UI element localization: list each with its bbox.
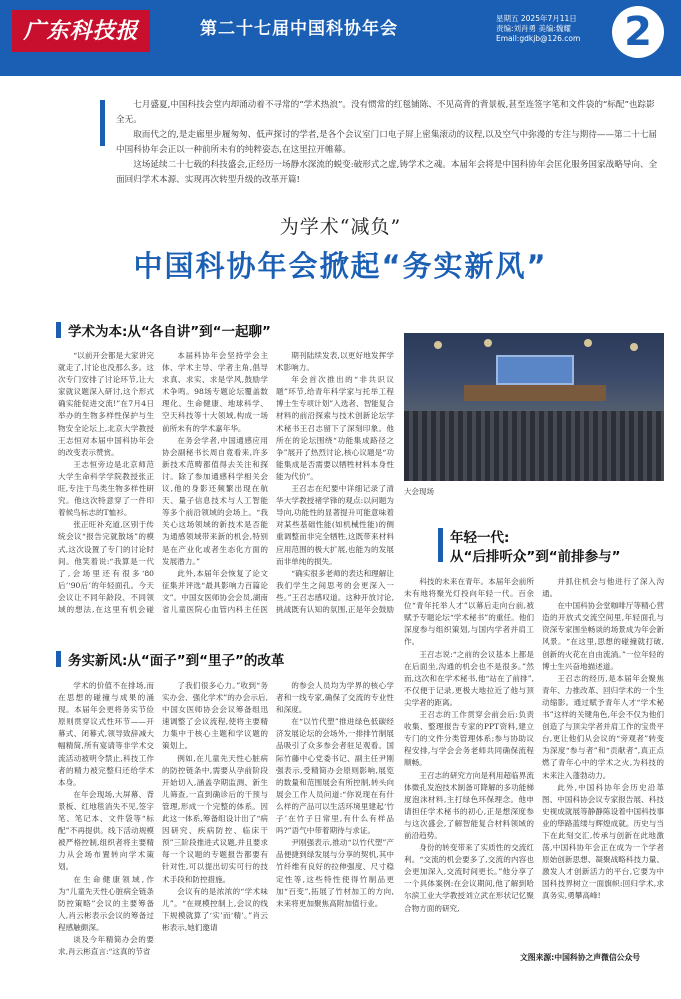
section-accent-bar (56, 651, 61, 667)
ceiling-light (484, 339, 492, 347)
article-column (276, 680, 394, 980)
paragraph: 谈及今年精简办会的要求,肖云彬直言:“这真的节省 (58, 934, 154, 957)
audience (404, 411, 664, 481)
section-heading-youth-line2: 从“后排听众”到“前排参与” (450, 549, 621, 565)
article-kicker: 为学术“减负” (279, 216, 402, 238)
ceiling-light (584, 339, 592, 347)
source-credit: 文图来源:中国科协之声微信公众号 (520, 953, 641, 962)
paragraph: 尹刚强表示,推动“以竹代塑”产品便捷到绿发展与分享的契机,其中竹纤维有良好的拉伸强度、尺寸稳定性等,这些特性使得竹制品更加“百变”,拓展了竹材加工的方向,未来将更加聚焦高附加值行业。 (276, 838, 394, 908)
paragraph: 在“以竹代塑”推进绿色低碳经济发展论坛的会场外,一排排竹制展品吸引了众多参会者驻足观看。国际竹藤中心党委书记、副主任尹刚强表示,受精简办会原则影响,展览的数量和范围展会有所控制,转头向展会工作人员问道:“你说现在有什么样的产品可以生活环境里建起‘竹子’在竹子日常里,有什么有样品吗?”语气中带着期待与求证。 (276, 717, 394, 836)
article-headline: 中国科协年会掀起“务实新风” (133, 249, 548, 283)
lede-paragraph: 七月盛夏,中国科技会堂内却涌动着不寻常的“学术热浪”。没有惯常的红毯铺陈、不见高背的背景板,甚至连签字笔和文件袋的“标配”也踪影全无。 (116, 100, 655, 125)
section-heading-academic: 学术为本:从“各自讲”到“一起聊” (68, 324, 271, 340)
article-column (276, 350, 394, 616)
stage-screen (496, 355, 574, 385)
paragraph: 例如,在儿童先天性心脏病的防控链条中,需要从孕前阶段开始切入,涵盖孕期监测、新生儿筛查,一直到确诊后的干预与管理,形成一个完整的体系。因此这一体系,筹备组设计出了“病因研究、疾病防控、临床干预”三阶段推进式议题,并且要求每一个议题的专题报告都要有针对性,可以提出切实可行的技术手段和防控措施。 (162, 753, 268, 884)
article-column (542, 576, 664, 944)
section-heading-youth-line1: 年轻一代: (450, 530, 510, 546)
ceiling-light (434, 341, 442, 349)
paragraph: 本届科协年会坚持学会主体、学术主导、学者主角,倡导求真、求实、求是学风,鼓励学术争鸣。98场专题论坛覆盖数理化、生命健康、地球科学、空天科技等十大领域,构成一场前所未有的学术嘉年华。 (162, 351, 268, 433)
paragraph: 在生命健康领域,作为“儿童先天性心脏病全链条防控策略”会议的主要筹备人,肖云彬表示会议的筹备过程感触颇深。 (58, 874, 154, 932)
paragraph: 期刊陆续发表,以更好地发挥学术影响力。 (276, 351, 394, 373)
paragraph: 身份的转变带来了实质性的交流红利。“交流的机会要多了,交流的内容也会更加深入,交流时间更长。”他分享了一个具体案例:在会议期间,他了解到哈尔滨工业大学教授刘立武在形状记忆聚合物方面的研究, (404, 843, 534, 913)
paragraph: 此外,本届年会恢复了论文征集并评选“最具影响力百篇论文”。中国女医师协会会员,湖南省儿童医院心血管内科主任医 (162, 568, 268, 614)
article-column (162, 350, 268, 616)
paragraph: 科技的未来在青年。本届年会前所未有地将聚光灯投向年轻一代。百余位“青年托举人才”以幕后走向台前,被赋予专题论坛“学术秘书”的重任。他们深度参与组织策划,与国内学者并肩工作。 (404, 577, 534, 647)
paragraph: 在年会现场,大屏幕、背景板、红地毯消失不见,签字笔、笔记本、文件袋等“标配”不再提供。线下活动规模被严格控制,组织者将主要精力从会场布置转向学术策划。 (58, 789, 154, 872)
article-column (404, 576, 534, 952)
paragraph: 并抓住机会与他进行了深入沟通。 (542, 577, 664, 599)
paragraph: 王召志的研究方向是利用超临界流体微孔发泡技术制备可降解的多功能梯度泡沫材料,主打绿色环保理念。他申请担任学术秘书的初心,正是想深度参与这次盛会,了解智能复合材料领域的前沿趋势。 (404, 770, 534, 840)
photo-caption: 大会现场 (404, 487, 434, 496)
paragraph: 此外,中国科协年会历史沿革图、中国科协会议专家报告展、科技史视成就展等静静陈设着中国科技事业的筚路蓝缕与辉煌成就。历史与当下在此刻交汇,传承与创新在此地激荡,中国科协年会正在成为一个学者原始创新思想、凝聚战略科技力量、激发人才创新活力的平台,它要为中国科技界树立一面旗帜:回归学术,求真务实,勇攀高峰! (542, 782, 664, 901)
page-header (0, 0, 681, 76)
paragraph: 在务会学者,中国通感应用协会副秘书长周自竟看来,许多新技术范畴都值得去关注和探讨。除了参加通感科学相关会议,他的身影还频繁出现在航天、量子信息技术与人工智能等多个前沿领域的会场上。“我关心这场领域的新技术是否能为通感领域带来新的机会,特别是在产业化或者生态化方面的发展潜力。” (162, 435, 268, 566)
article-column (58, 680, 154, 980)
paragraph: 学术的价值不在排场,而在思想的碰撞与成果的涌现。本届年会更将务实节俭原则贯穿议式性环节——开幕式、闭幕式,领导致辞减大幅精简,所有宴请等非学术交流活动被明令禁止,科技工作者的精力被完整归还给学术本身。 (58, 681, 154, 787)
lede-paragraph: 取而代之的,是走廊里步履匆匆、低声探讨的学者,是各个会议室门口电子屏上密集滚动的议程,以及空气中弥漫的专注与期待——第二十七届中国科协年会正以一种前所未有的纯粹姿态,在这里拉开帷幕。 (116, 130, 658, 155)
paragraph: 王召志说:“之前的会议基本上都是在后面坐,沟通的机会也不是很多。”然而,这次和在学术秘书,他“站在了前排”,不仅便于记录,更极大地拉近了他与顶尖学者的距离。 (404, 649, 534, 707)
lede-paragraph: 这场延续二十七载的科技盛会,正经历一场静水深流的蜕变:破形式之虚,铸学术之魂。本届年会将是中国科协年会匡化服务国家战略导向、全面回归学术本源、实现再次转型升级的改革开篇! (116, 160, 658, 185)
conference-photo (404, 333, 664, 481)
issue-editors: 责编:刘肖勇 美编:魏耀 (496, 24, 571, 33)
issue-email: Email:gdkjb@126.com (496, 34, 581, 43)
paragraph: 王召志在纪要中详细记录了清华大学教授褚学锋的观点:以问题为导向,功能性的显著提升可能意味着对某些基础性能(如机械性能)的侧重调整而非完全牺牲,这既带来材料应用范围的极大扩展,也能为的发展而非单纯的损失。 (276, 484, 394, 566)
paragraph: 王召志的工作贯穿会前会后:负责收集、整理报告专家的PPT资料,建立专门的文件分类管理体系;参与协助议程安排,与学会会务老师共同确保流程顺畅。 (404, 710, 534, 768)
paragraph: 在中国科协会堂咖啡厅等精心营造的开放式交流空间里,年轻面孔与资深专家围坐畅谈的场景成为年会新风景。“在这里,思想的碰撞就打破,创新的火花在自由流淌。”一位年轻的博士生兴奋地描述道。 (542, 601, 664, 671)
paragraph: 王志恒旁边是北京师范大学生命科学学院教授张正旺,专注于鸟类生物多样性研究。他这次特意穿了一件印着候鸟标志的T恤衫。 (58, 459, 154, 518)
paragraph: 王召志的经历,是本届年会聚焦青年、力推改革、回归学术的一个生动缩影。通过赋予青年人才“学术秘书”这样的关键角色,年会不仅为他们创造了与顶尖学者并肩工作的宝贵平台,更让他们从会议的“旁观者”转变为深度“参与者”和“贡献者”,真正点燃了青年心中的学术之火,为科技的未来注入蓬勃动力。 (542, 673, 664, 780)
page-section-title: 第二十七届中国科协年会 (200, 19, 398, 39)
section-accent-bar (56, 322, 61, 338)
paragraph: “以前开会都是大家讲完就走了,讨论也没那么多。这次专门安排了讨论环节,让大家就议题深入研讨,这个形式确实能促进交流!”在7月4日举办的生物多样性保护与生物安全论坛上,北京大学教授王志恒对本届中国科协年会的改变表示赞赏。 (58, 351, 154, 457)
article-column (162, 680, 268, 980)
paragraph: 了我们很多心力。”收到“务实办会、强化学术”的办会示后,中国女医师协会会议筹备组迅速调整了会议流程,使将主要精力集中于核心主题和学议题的策划上。 (162, 681, 268, 751)
newspaper-masthead-logo: 广东科技报 (12, 10, 150, 52)
issue-date: 星期五 2025年7月11日 (496, 14, 577, 23)
article-column (58, 350, 154, 616)
paragraph: 年会首次推出的“非共识议题”环节,给青年科学家与托举工程博士生专项计划”入选者、智能复合材料的前沿探索与技术创新论坛学术秘书王召志留下了深刻印象。他所在的论坛围绕“功能集成路径之争”展开了热烈讨论,核心议题是“功能集成是否需要以牺牲材料本身性能为代价”。 (276, 375, 394, 481)
page-number: 2 (612, 6, 664, 58)
article-lede (116, 98, 660, 188)
paragraph: “确实很多老师的表达和理解让我们学生之间思考的会更深入一些。”王召志感叹道。这种开放讨论,挑战既有认知的氛围,正是年会鼓励 (276, 568, 394, 614)
stage (464, 385, 606, 401)
lede-accent-bar (100, 100, 105, 146)
issue-info (496, 14, 580, 44)
paragraph: 的参会人员均为学界的核心学者和一线专家,确保了交流的专业性和深度。 (276, 681, 394, 715)
section-accent-bar (438, 528, 443, 562)
paragraph: 张正旺补充道,区别于传统会议“报告完就散场”的模式,这次设置了专门的讨论时间。他笑着说:“我算是一代了,会场里还有很多‘80后’‘90后’的年轻面孔。今天会议让不同年龄段、不同领域的想法,在这里有机会碰 (58, 520, 154, 614)
ceiling-light (630, 343, 638, 351)
paragraph: 会议有的是浓浓的“学术味儿”。“在规模控制上,会议的线下规模就算了‘实’而‘精’。”肖云彬表示,她们邀请 (162, 886, 268, 932)
section-heading-pragmatic: 务实新风:从“面子”到“里子”的改革 (68, 653, 285, 669)
